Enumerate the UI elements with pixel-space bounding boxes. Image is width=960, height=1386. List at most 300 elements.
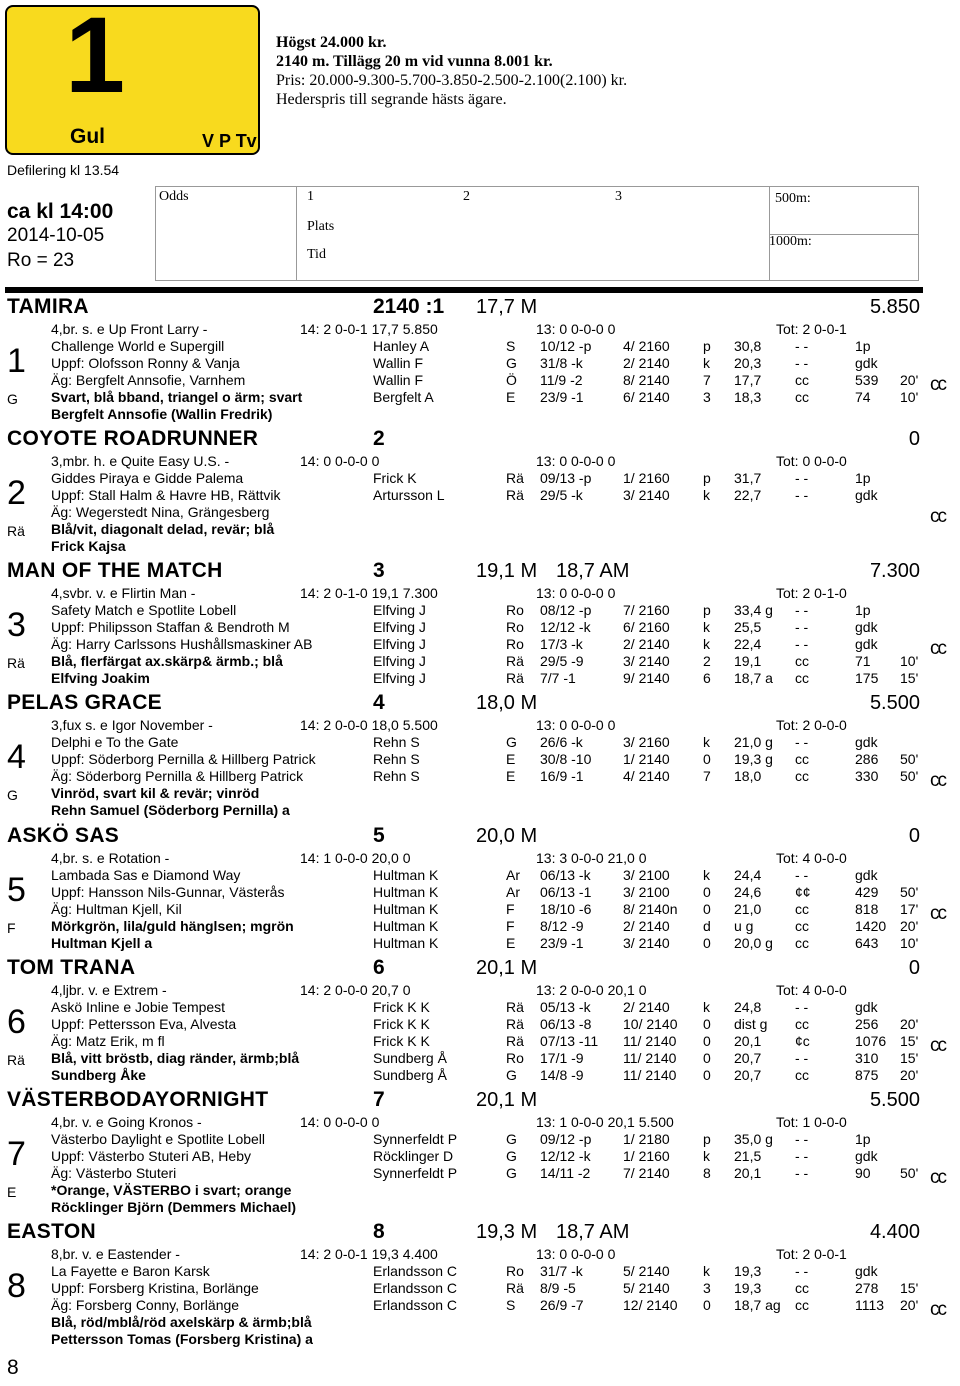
row-cell: 17/3 -k: [540, 636, 583, 652]
row-cell: Sundberg Å: [373, 1050, 447, 1066]
row-cell: 278: [855, 1280, 879, 1296]
row-cell: - -: [795, 734, 809, 750]
horse-earnings: 5.500: [869, 1089, 920, 1111]
row-cell: 3: [703, 389, 711, 405]
pedigree-stats-row: [0, 1246, 960, 1263]
row-cell: 4/ 2140: [623, 768, 670, 784]
row-cell: Hultman K: [373, 935, 439, 951]
row-cell: 1/ 2160: [623, 1148, 670, 1164]
row-cell: 14: 2 0-0-1 19,3 4.400: [300, 1246, 438, 1262]
start-row: [0, 1067, 960, 1084]
row-cell: Elfving Joakim: [51, 670, 150, 686]
row-cell: 10': [900, 389, 919, 405]
row-cell: 11/9 -2: [540, 372, 583, 388]
row-cell: - -: [795, 487, 809, 503]
horse-name: EASTON: [7, 1220, 96, 1243]
row-cell: 22,7: [734, 487, 762, 503]
row-cell: 1p: [855, 1131, 871, 1147]
row-cell: 20': [900, 1067, 919, 1083]
start-row: [0, 785, 960, 802]
shoe-code: G: [7, 391, 18, 407]
start-row: [0, 602, 960, 619]
row-cell: S: [506, 1297, 516, 1313]
row-cell: Ro: [506, 619, 524, 635]
row-cell: Frick K: [373, 470, 417, 486]
start-row: [0, 636, 960, 653]
row-cell: 10/12 -p: [540, 338, 592, 354]
row-cell: 11/ 2140: [623, 1050, 677, 1066]
row-cell: 18,3: [734, 389, 762, 405]
row-cell: 26/9 -7: [540, 1297, 584, 1313]
row-cell: 19,3 g: [734, 751, 773, 767]
row-cell: 31/8 -k: [540, 355, 583, 371]
shoe-code: E: [7, 1184, 17, 1200]
start-row: [0, 1165, 960, 1182]
row-cell: - -: [795, 602, 809, 618]
row-cell: 50': [900, 768, 919, 784]
start-number: 2: [7, 474, 26, 512]
row-cell: 0: [703, 1033, 711, 1049]
row-cell: 30,8: [734, 338, 762, 354]
row-cell: Ar: [506, 867, 520, 883]
row-cell: 539: [855, 372, 879, 388]
row-cell: 8/ 2140: [623, 372, 670, 388]
row-cell: 2/ 2140: [623, 355, 670, 371]
row-cell: 31,7: [734, 470, 762, 486]
horse-record: 18,0 M: [476, 692, 538, 714]
row-cell: 14/8 -9: [540, 1067, 584, 1083]
row-cell: Erlandsson C: [373, 1280, 458, 1296]
row-cell: 71: [855, 653, 871, 669]
row-cell: Mörkgrön, lila/guld hänglsen; mgrön: [51, 918, 294, 934]
horse-earnings: 0: [908, 825, 920, 847]
start-row: [0, 406, 960, 423]
row-cell: Äg: Wegerstedt Nina, Grängesberg: [51, 504, 270, 520]
horse-record: 20,1 M: [476, 1089, 538, 1111]
row-cell: cc: [795, 653, 809, 669]
start-row: [0, 372, 960, 389]
row-cell: 14: 2 0-0-1 17,7 5.850: [300, 321, 438, 337]
row-cell: gdk: [855, 999, 878, 1015]
row-cell: 1p: [855, 338, 871, 354]
horse-earnings: 7.300: [869, 560, 920, 582]
row-cell: 20': [900, 372, 919, 388]
horse-post: 3: [373, 559, 385, 582]
start-number: 1: [7, 342, 26, 380]
row-cell: 06/13 -1: [540, 884, 592, 900]
shoe-status-icon: cc: [930, 1299, 945, 1320]
start-row: [0, 918, 960, 935]
row-cell: k: [703, 487, 710, 503]
row-cell: Giddes Piraya e Gidde Palema: [51, 470, 244, 486]
row-cell: 7: [703, 372, 711, 388]
start-row: [0, 521, 960, 538]
row-cell: 09/13 -p: [540, 470, 592, 486]
row-cell: 5/ 2140: [623, 1280, 670, 1296]
horse-name: MAN OF THE MATCH: [7, 559, 223, 582]
row-cell: 2: [703, 653, 711, 669]
horse-post: 2: [373, 427, 385, 450]
row-cell: Rä: [506, 487, 524, 503]
row-cell: 12/12 -k: [540, 1148, 591, 1164]
row-cell: Rä: [506, 470, 524, 486]
row-cell: Sundberg Åke: [51, 1067, 146, 1083]
prize-line-1: Högst 24.000 kr.: [276, 34, 387, 51]
row-cell: - -: [795, 1050, 809, 1066]
row-cell: 31/7 -k: [540, 1263, 583, 1279]
row-cell: 2/ 2140: [623, 999, 670, 1015]
row-cell: Vinröd, svart kil & revär; vinröd: [51, 785, 260, 801]
row-cell: 18,7 a: [734, 670, 773, 686]
row-cell: - -: [795, 1165, 809, 1181]
shoe-code: F: [7, 920, 16, 936]
row-cell: 06/13 -k: [540, 867, 591, 883]
row-cell: Svart, blå bband, triangel o ärm; svart: [51, 389, 303, 405]
row-cell: Wallin F: [373, 355, 424, 371]
row-cell: F: [506, 901, 515, 917]
row-cell: 7/ 2160: [623, 602, 670, 618]
pedigree-stats-row: [0, 585, 960, 602]
start-row: [0, 768, 960, 785]
row-cell: 1076: [855, 1033, 887, 1049]
row-cell: cc: [795, 389, 809, 405]
row-cell: - -: [795, 619, 809, 635]
row-cell: 3/ 2140: [623, 935, 670, 951]
row-cell: 8/12 -9: [540, 918, 584, 934]
row-cell: 1/ 2180: [623, 1131, 670, 1147]
row-cell: 3/ 2160: [623, 734, 670, 750]
horse-name: VÄSTERBODAYORNIGHT: [7, 1088, 269, 1111]
row-cell: Äg: Harry Carlssons Hushållsmaskiner AB: [51, 636, 313, 652]
horse-post: 7: [373, 1088, 385, 1111]
horse-name: TOM TRANA: [7, 956, 136, 979]
horse-earnings: 5.500: [869, 692, 920, 714]
row-cell: Delphi e To the Gate: [51, 734, 179, 750]
row-cell: 35,0 g: [734, 1131, 773, 1147]
row-cell: 4,svbr. v. e Flirtin Man -: [51, 585, 196, 601]
row-cell: 19,3: [734, 1263, 762, 1279]
row-cell: gdk: [855, 1263, 878, 1279]
col-2-label: 2: [463, 189, 470, 204]
row-cell: Äg: Västerbo Stuteri: [51, 1165, 177, 1181]
row-cell: 1113: [855, 1297, 885, 1313]
row-cell: 3/ 2100: [623, 884, 670, 900]
row-cell: Rehn S: [373, 751, 420, 767]
row-cell: Frick K K: [373, 999, 430, 1015]
shoe-status-icon: cc: [930, 903, 945, 924]
row-cell: Tot: 2 0-0-1: [776, 1246, 847, 1262]
start-row: [0, 935, 960, 952]
defilering-time: Defilering kl 13.54: [7, 162, 120, 178]
row-cell: 20,7: [734, 1067, 762, 1083]
row-cell: 18,0: [734, 768, 762, 784]
row-cell: - -: [795, 355, 809, 371]
start-row: [0, 751, 960, 768]
start-row: [0, 1199, 960, 1216]
row-cell: - -: [795, 470, 809, 486]
row-cell: p: [703, 1131, 711, 1147]
row-cell: gdk: [855, 867, 878, 883]
horse-record: 17,7 M: [476, 296, 538, 318]
row-cell: 74: [855, 389, 871, 405]
track-color: Gul: [70, 125, 105, 148]
start-row: [0, 1314, 960, 1331]
page-number: 8: [7, 1356, 19, 1379]
horse-earnings: 4.400: [869, 1221, 920, 1243]
row-cell: Blå, vitt bröstb, diag ränder, ärmb;blå: [51, 1050, 300, 1066]
row-cell: 0: [703, 1297, 711, 1313]
row-cell: - -: [795, 999, 809, 1015]
row-cell: k: [703, 867, 710, 883]
row-cell: Blå/vit, diagonalt delad, revär; blå: [51, 521, 275, 537]
row-cell: cc: [795, 935, 809, 951]
pedigree-stats-row: [0, 1114, 960, 1131]
horse-record: 19,3 M: [476, 1221, 538, 1243]
shoe-status-icon: cc: [930, 506, 945, 527]
odds-label: Odds: [159, 189, 189, 204]
row-cell: 14/11 -2: [540, 1165, 591, 1181]
row-cell: 0: [703, 751, 711, 767]
start-row: [0, 538, 960, 555]
row-cell: G: [506, 1067, 517, 1083]
row-cell: Uppf: Forsberg Kristina, Borlänge: [51, 1280, 259, 1296]
row-cell: 13: 3 0-0-0 21,0 0: [536, 850, 647, 866]
row-cell: 33,4 g: [734, 602, 773, 618]
row-cell: k: [703, 1263, 710, 1279]
pedigree-stats-row: [0, 453, 960, 470]
row-cell: cc: [795, 768, 809, 784]
horse-earnings: 0: [908, 428, 920, 450]
row-cell: Rä: [506, 670, 524, 686]
start-row: [0, 487, 960, 504]
shoe-status-icon: cc: [930, 638, 945, 659]
shoe-status-icon: cc: [930, 1167, 945, 1188]
horse-record: 19,1 M: [476, 560, 538, 582]
row-cell: Elfving J: [373, 602, 426, 618]
row-cell: 20': [900, 1016, 919, 1032]
start-number: 8: [7, 1267, 26, 1305]
row-cell: 3/ 2140: [623, 487, 670, 503]
row-cell: cc: [795, 918, 809, 934]
row-cell: 3,fux s. e Igor November -: [51, 717, 213, 733]
row-cell: 7: [703, 768, 711, 784]
start-number: 4: [7, 738, 26, 776]
row-cell: 1p: [855, 602, 871, 618]
row-cell: 256: [855, 1016, 879, 1032]
row-cell: 8/ 2140n: [623, 901, 678, 917]
row-cell: cc: [795, 751, 809, 767]
row-cell: 20,1: [734, 1165, 762, 1181]
row-cell: Frick K K: [373, 1016, 430, 1032]
row-cell: Äg: Matz Erik, m fl: [51, 1033, 165, 1049]
row-cell: cc: [795, 1067, 809, 1083]
row-cell: 24,4: [734, 867, 762, 883]
row-cell: Uppf: Olofsson Ronny & Vanja: [51, 355, 240, 371]
row-cell: 8,br. v. e Eastender -: [51, 1246, 180, 1262]
row-cell: Wallin F: [373, 372, 424, 388]
row-cell: 20,3: [734, 355, 762, 371]
row-cell: Bergfelt A: [373, 389, 434, 405]
start-row: [0, 901, 960, 918]
row-cell: Hultman K: [373, 867, 439, 883]
row-cell: k: [703, 619, 710, 635]
shoe-status-icon: cc: [930, 1035, 945, 1056]
row-cell: 20,1: [734, 1033, 762, 1049]
shoe-status-icon: cc: [930, 374, 945, 395]
row-cell: 14: 2 0-1-0 19,1 7.300: [300, 585, 438, 601]
row-cell: 3/ 2140: [623, 653, 670, 669]
row-cell: 12/ 2140: [623, 1297, 678, 1313]
row-cell: E: [506, 389, 516, 405]
row-cell: Tot: 2 0-1-0: [776, 585, 847, 601]
row-cell: Elfving J: [373, 636, 426, 652]
row-cell: Safety Match e Spotlite Lobell: [51, 602, 237, 618]
shoe-status-icon: cc: [930, 770, 945, 791]
row-cell: Ar: [506, 884, 520, 900]
row-cell: E: [506, 768, 516, 784]
horse-record: 20,0 M: [476, 825, 538, 847]
row-cell: gdk: [855, 734, 878, 750]
row-cell: 13: 0 0-0-0 0: [536, 585, 616, 601]
col-1-label: 1: [307, 189, 314, 204]
row-cell: Tot: 4 0-0-0: [776, 982, 847, 998]
row-cell: Rehn S: [373, 734, 420, 750]
row-cell: 20': [900, 918, 919, 934]
row-cell: Tot: 0 0-0-0: [776, 453, 847, 469]
pedigree-stats-row: [0, 321, 960, 338]
row-cell: u g: [734, 918, 754, 934]
row-cell: Hultman K: [373, 918, 439, 934]
start-row: [0, 734, 960, 751]
row-cell: 14: 2 0-0-0 18,0 5.500: [300, 717, 438, 733]
row-cell: 3: [703, 1280, 711, 1296]
row-cell: - -: [795, 1148, 809, 1164]
row-cell: cc: [795, 372, 809, 388]
horse-earnings: 0: [908, 957, 920, 979]
row-cell: gdk: [855, 487, 878, 503]
row-cell: Rä: [506, 653, 524, 669]
start-row: [0, 1148, 960, 1165]
row-cell: gdk: [855, 1148, 878, 1164]
row-cell: 6/ 2160: [623, 619, 670, 635]
row-cell: 429: [855, 884, 879, 900]
1000m-label: 1000m:: [769, 234, 812, 249]
row-cell: G: [506, 1148, 517, 1164]
start-row: [0, 1050, 960, 1067]
row-cell: 50': [900, 751, 919, 767]
row-cell: 12/12 -k: [540, 619, 591, 635]
horse-post: 8: [373, 1220, 385, 1243]
row-cell: Uppf: Pettersson Eva, Alvesta: [51, 1016, 237, 1032]
row-cell: Uppf: Stall Halm & Havre HB, Rättvik: [51, 487, 281, 503]
row-cell: 0: [703, 1016, 711, 1032]
start-row: [0, 1331, 960, 1348]
row-cell: 11/ 2140: [623, 1067, 677, 1083]
row-cell: 818: [855, 901, 879, 917]
row-cell: 4,br. s. e Rotation -: [51, 850, 170, 866]
row-cell: Hultman K: [373, 901, 439, 917]
row-cell: 0: [703, 901, 711, 917]
start-row: [0, 1280, 960, 1297]
row-cell: 4,ljbr. v. e Extrem -: [51, 982, 167, 998]
row-cell: 18/10 -6: [540, 901, 592, 917]
prize-line-4: Hederspris till segrande hästs ägare.: [276, 91, 507, 108]
prize-line-2: 2140 m. Tillägg 20 m vid vunna 8.001 kr.: [276, 53, 553, 70]
500m-label: 500m:: [775, 191, 811, 206]
row-cell: F: [506, 918, 515, 934]
horse-record-auto: 18,7 AM: [556, 560, 630, 582]
horse-post: 5: [373, 824, 385, 847]
row-cell: 4/ 2160: [623, 338, 670, 354]
row-cell: Frick Kajsa: [51, 538, 126, 554]
row-cell: Pettersson Tomas (Forsberg Kristina) a: [51, 1331, 313, 1347]
row-cell: Sundberg Å: [373, 1067, 447, 1083]
row-cell: 0: [703, 1067, 711, 1083]
row-cell: Äg: Hultman Kjell, Kil: [51, 901, 182, 917]
row-cell: - -: [795, 636, 809, 652]
row-cell: 7/7 -1: [540, 670, 576, 686]
race-number: 1: [65, 0, 126, 115]
horse-record: 20,1 M: [476, 957, 538, 979]
start-number: 3: [7, 606, 26, 644]
col-3-label: 3: [615, 189, 622, 204]
shoe-code: G: [7, 787, 18, 803]
row-cell: - -: [795, 867, 809, 883]
start-row: [0, 1297, 960, 1314]
row-cell: 14: 0 0-0-0 0: [300, 1114, 380, 1130]
row-cell: Tot: 2 0-0-0: [776, 717, 847, 733]
row-cell: Tot: 1 0-0-0: [776, 1114, 847, 1130]
row-cell: 4,br. v. e Going Kronos -: [51, 1114, 202, 1130]
row-cell: 16/9 -1: [540, 768, 584, 784]
row-cell: Uppf: Västerbo Stuteri AB, Heby: [51, 1148, 251, 1164]
start-row: [0, 802, 960, 819]
row-cell: 13: 0 0-0-0 0: [536, 717, 616, 733]
row-cell: cc: [795, 901, 809, 917]
row-cell: ¢c: [795, 1033, 810, 1049]
row-cell: 14: 1 0-0-0 20,0 0: [300, 850, 411, 866]
row-cell: Synnerfeldt P: [373, 1165, 458, 1181]
row-cell: 20': [900, 1297, 919, 1313]
row-cell: Uppf: Hansson Nils-Gunnar, Västerås: [51, 884, 285, 900]
row-cell: cc: [795, 670, 809, 686]
row-cell: 310: [855, 1050, 879, 1066]
row-cell: 0: [703, 1050, 711, 1066]
row-cell: G: [506, 355, 517, 371]
row-cell: 10/ 2140: [623, 1016, 678, 1032]
row-cell: 10': [900, 935, 919, 951]
row-cell: gdk: [855, 619, 878, 635]
row-cell: Röcklinger Björn (Demmers Michael): [51, 1199, 297, 1215]
row-cell: 1p: [855, 470, 871, 486]
row-cell: 21,5: [734, 1148, 762, 1164]
row-cell: 05/13 -k: [540, 999, 591, 1015]
row-cell: 3/ 2100: [623, 867, 670, 883]
row-cell: Elfving J: [373, 653, 426, 669]
row-cell: Blå, röd/mblå/röd axelskärp & ärmb;blå: [51, 1314, 312, 1330]
row-cell: 15': [900, 670, 919, 686]
row-cell: Uppf: Philipsson Staffan & Bendroth M: [51, 619, 290, 635]
row-cell: 0: [703, 935, 711, 951]
row-cell: 08/12 -p: [540, 602, 592, 618]
horse-post: 2140 :1: [373, 295, 445, 318]
row-cell: 21,0: [734, 901, 762, 917]
start-row: [0, 1016, 960, 1033]
row-cell: 2/ 2140: [623, 636, 670, 652]
start-row: [0, 504, 960, 521]
row-cell: Lambada Sas e Diamond Way: [51, 867, 241, 883]
row-cell: p: [703, 338, 711, 354]
